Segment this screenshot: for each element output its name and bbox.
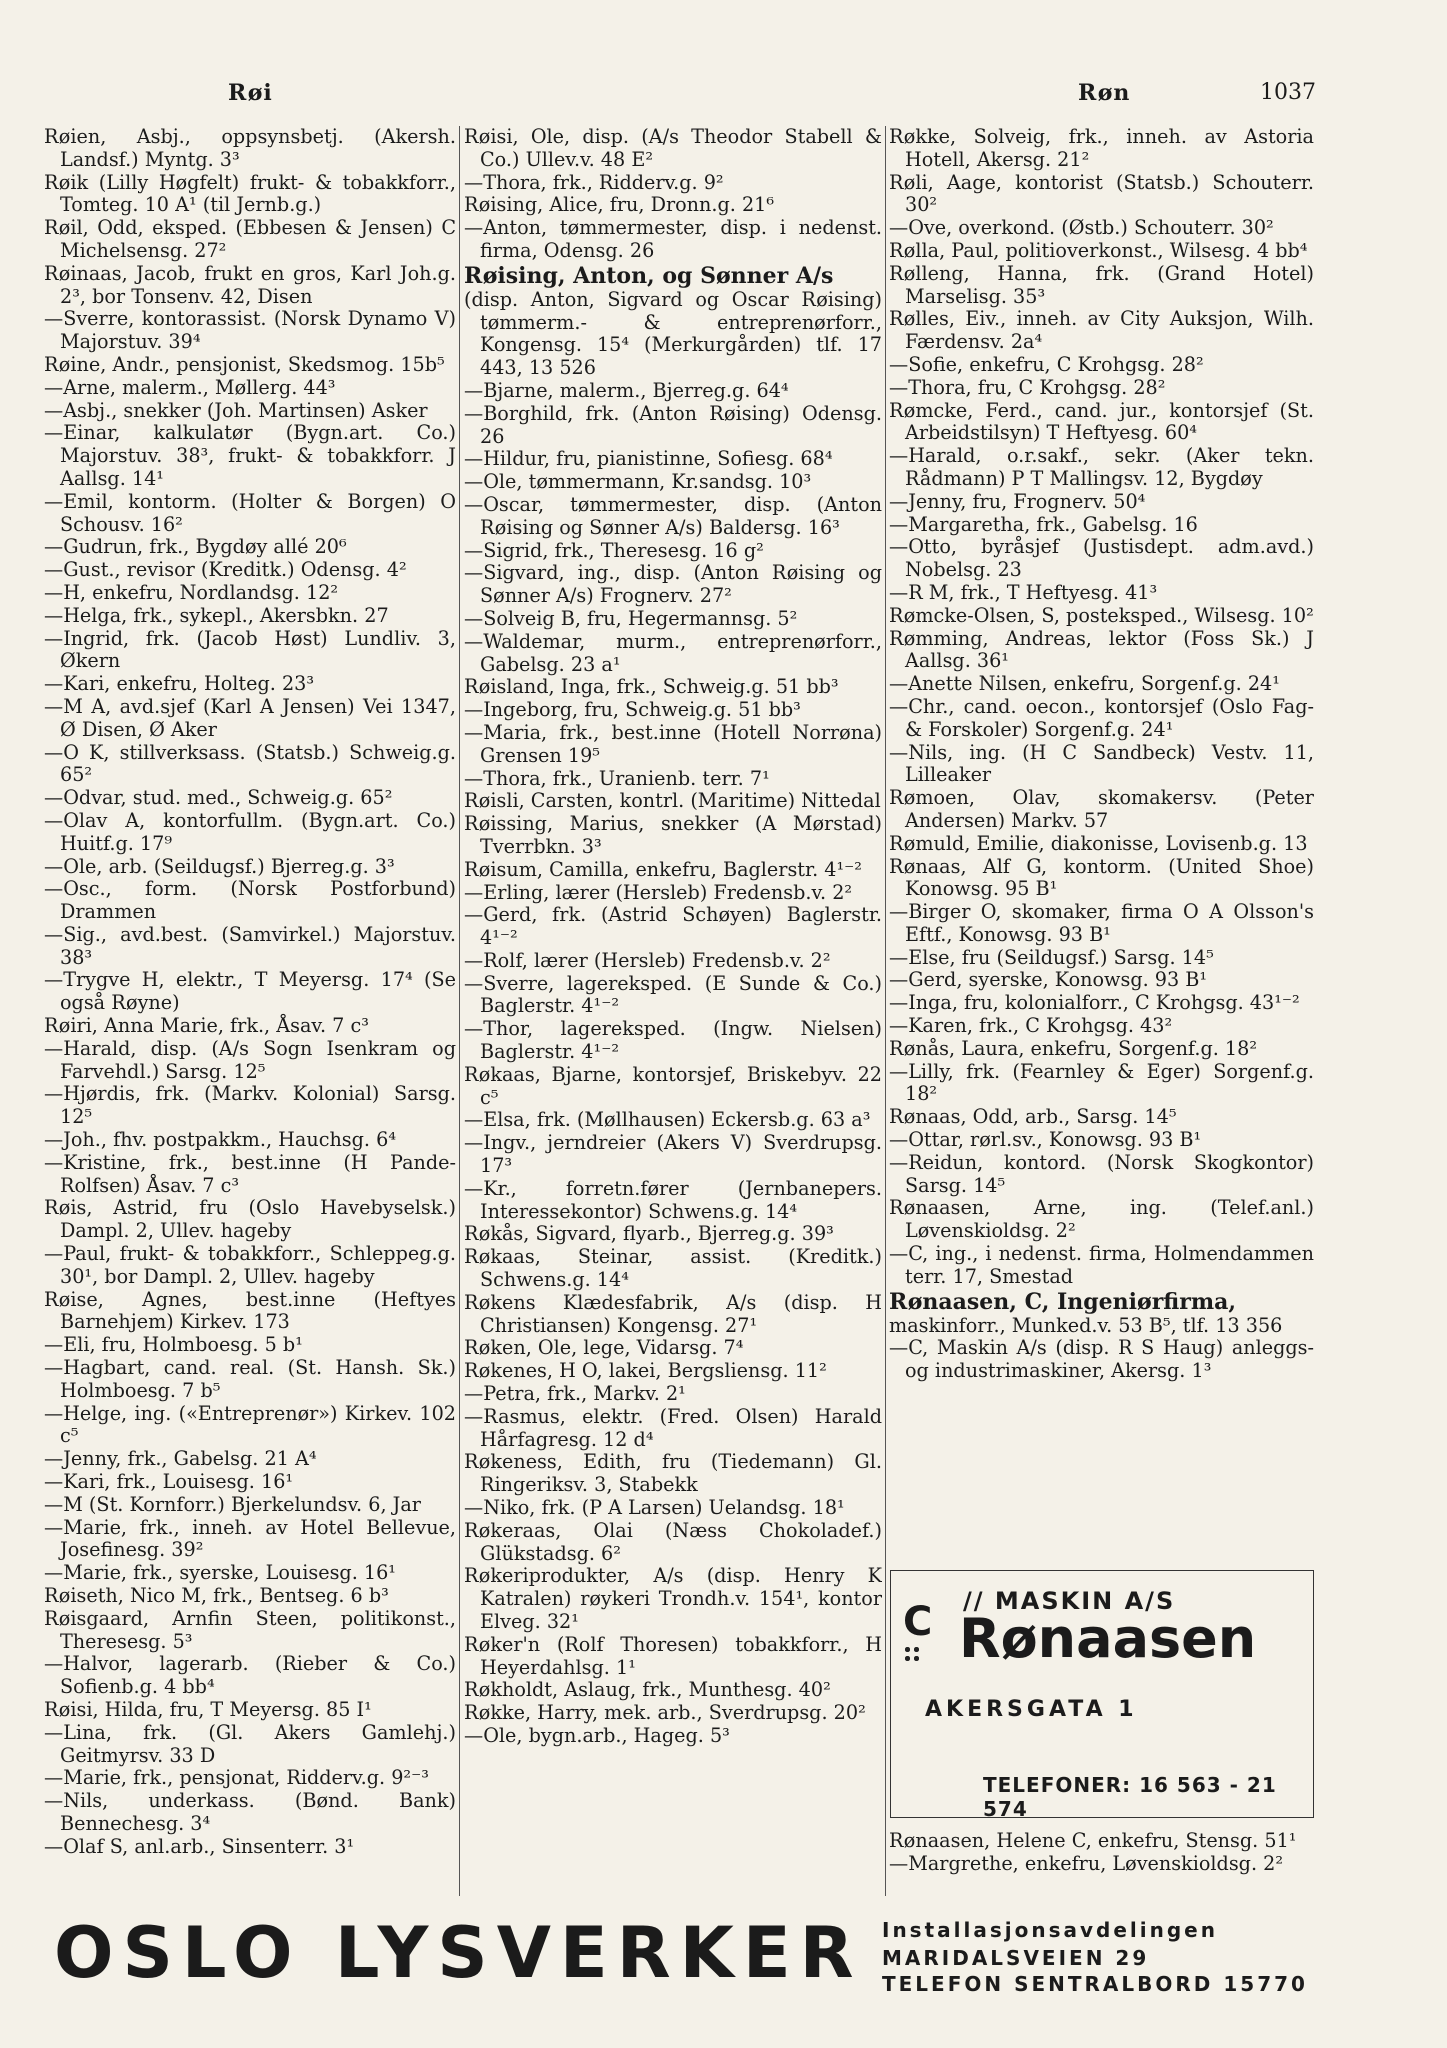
directory-entry: —Jenny, fru, Frognerv. 50⁴ [889, 489, 1146, 513]
directory-entry: Røising, Anton, og Sønner A/s [464, 262, 834, 289]
directory-entry: —Chr., cand. oecon., kontorsjef (Oslo Fag- & Forskoler) Sorgenf.g. 24¹ [889, 694, 1314, 741]
directory-entry: —R M, frk., T Heftyesg. 41³ [889, 580, 1158, 604]
directory-entry: —Solveig B, fru, Hegermannsg. 5² [464, 606, 798, 630]
directory-entry: —Reidun, kontord. (Norsk Skogkontor) Sarsg. 14⁵ [889, 1150, 1314, 1197]
directory-entry: —Thora, frk., Uranienb. terr. 7¹ [464, 766, 770, 790]
directory-entry: —Erling, lærer (Hersleb) Fredensb.v. 2² [464, 880, 853, 904]
directory-entry: —Anton, tømmermester, disp. i nedenst. firma, Odensg. 26 [464, 216, 882, 262]
directory-entry: Rønaas, Odd, arb., Sarsg. 14⁵ [889, 1105, 1177, 1129]
directory-entry: —M A, avd.sjef (Karl A Jensen) Vei 1347, Ø Disen, Ø Aker [44, 694, 456, 741]
directory-entry: —Rasmus, elektr. (Fred. Olsen) Harald Hårfagresg. 12 d⁴ [464, 1404, 882, 1451]
directory-entry: Rømoen, Olav, skomakersv. (Peter Andersen) Markv. 57 [889, 786, 1314, 832]
directory-entry: —Niko, frk. (P A Larsen) Uelandsg. 18¹ [464, 1496, 845, 1520]
directory-entry: —Olav A, kontorfullm. (Bygn.art. Co.) Huitf.g. 17⁹ [44, 808, 456, 855]
directory-entry: Rønaasen, C, Ingeniørfirma, [889, 1288, 1237, 1315]
directory-entry: —Sofie, enkefru, C Krohgsg. 28² [889, 352, 1204, 376]
directory-entry: Røiri, Anna Marie, frk., Åsav. 7 c³ [44, 1014, 369, 1038]
directory-entry: —Waldemar, murm., entreprenørforr., Gabelsg. 23 a¹ [464, 629, 882, 676]
ad-letter-c: C [903, 1599, 933, 1645]
directory-entry: —Eli, fru, Holmboesg. 5 b¹ [44, 1333, 303, 1357]
directory-entry: Røkke, Solveig, frk., inneh. av Astoria Hotell, Akersg. 21² [889, 126, 1314, 171]
directory-entry: —Sigrid, frk., Theresesg. 16 g² [464, 538, 764, 562]
directory-column-1 [44, 126, 456, 1896]
directory-entry: —Sverre, kontorassist. (Norsk Dynamo V) Majorstuv. 39⁴ [44, 307, 456, 354]
directory-entry: —Oscar, tømmermester, disp. (Anton Røising og Sønner A/s) Baldersg. 16³ [464, 492, 882, 539]
directory-entry: —Maria, frk., best.inne (Hotell Norrøna) Grensen 19⁵ [464, 720, 882, 767]
directory-entry: Rømcke, Ferd., cand. jur., kontorsjef (St. Arbeidstilsyn) T Heftyesg. 60⁴ [889, 398, 1314, 445]
directory-entry: Røli, Aage, kontorist (Statsb.) Schouterr. 30² [889, 170, 1314, 217]
directory-entry: —Gerd, frk. (Astrid Schøyen) Baglerstr. 4¹⁻² [464, 903, 882, 950]
directory-entry: Rømuld, Emilie, diakonisse, Lovisenb.g. 13 [889, 831, 1308, 855]
directory-entry: —Sigvard, ing., disp. (Anton Røising og Sønner A/s) Frognerv. 27² [464, 561, 882, 608]
column-divider-2 [885, 126, 886, 1896]
directory-entry: —H, enkefru, Nordlandsg. 12² [44, 580, 339, 604]
directory-entry: —Else, fru (Seildugsf.) Sarsg. 14⁵ [889, 945, 1214, 969]
bottom-ad-address: MARIDALSVEIEN 29 [882, 1946, 1150, 1970]
directory-entry: Rølla, Paul, politioverkonst., Wilsesg. 4 bb⁴ [889, 238, 1308, 262]
directory-entry: —Kristine, frk., best.inne (H Pande-Rolfsen) Åsav. 7 c³ [44, 1150, 456, 1197]
directory-entry: (disp. Anton, Sigvard og Oscar Røising) tømmerm.- & entreprenørforr., Kongensg. 15⁴ (Merkurgården) tlf. 17 443, 13 526 [464, 287, 882, 380]
directory-entry: —Bjarne, malerm., Bjerreg.g. 64⁴ [464, 378, 789, 402]
directory-entry: Røisi, Hilda, fru, T Meyersg. 85 I¹ [44, 1697, 372, 1721]
directory-entry: —Kr., forretn.fører (Jernbanepers. Interessekontor) Schwens.g. 14⁴ [464, 1176, 882, 1223]
directory-entry: —Ole, arb. (Seildugsf.) Bjerreg.g. 3³ [44, 854, 395, 878]
directory-entry: —O K, stillverksass. (Statsb.) Schweig.g. 65² [44, 740, 456, 787]
directory-entry: —Thor, lagereksped. (Ingw. Nielsen) Baglerstr. 4¹⁻² [464, 1017, 882, 1064]
directory-entry: —Hagbart, cand. real. (St. Hansh. Sk.) Holmboesg. 7 b⁵ [44, 1356, 456, 1402]
directory-entry: Røker'n (Rolf Thoresen) tobakkforr., H Heyerdahlsg. 1¹ [464, 1632, 882, 1679]
directory-entry: —Ingrid, frk. (Jacob Høst) Lundliv. 3, Økern [44, 626, 456, 673]
directory-entry: —Rolf, lærer (Hersleb) Fredensb.v. 2² [464, 948, 831, 972]
directory-entry: —Marie, frk., pensjonat, Ridderv.g. 9²⁻³ [44, 1766, 429, 1790]
directory-entry: —Einar, kalkulatør (Bygn.art. Co.) Majorstuv. 38³, frukt- & tobakkforr. J Aallsg. 14¹ [44, 421, 456, 490]
directory-entry: —Helga, frk., sykepl., Akersbkn. 27 [44, 603, 389, 627]
directory-entry: —Sverre, lagereksped. (E Sunde & Co.) Baglerstr. 4¹⁻² [464, 971, 882, 1018]
directory-entry: —Osc., form. (Norsk Postforbund) Drammen [44, 877, 456, 924]
directory-entry: Røisgaard, Arnfin Steen, politikonst., Theresesg. 5³ [44, 1606, 456, 1653]
directory-entry: —Ole, bygn.arb., Hageg. 5³ [464, 1723, 730, 1747]
directory-entry: Røkenes, H O, lakei, Bergsliensg. 11² [464, 1359, 827, 1383]
directory-entry: —Hjørdis, frk. (Markv. Kolonial) Sarsg. 12⁵ [44, 1082, 456, 1129]
directory-entry: Røisum, Camilla, enkefru, Baglerstr. 4¹⁻² [464, 857, 862, 881]
directory-entry: —Harald, disp. (A/s Sogn Isenkram og Farvehdl.) Sarsg. 12⁵ [44, 1036, 456, 1083]
directory-entry: —Birger O, skomaker, firma O A Olsson's Eftf., Konowsg. 93 B¹ [889, 900, 1314, 946]
directory-column-2 [464, 126, 882, 1896]
directory-entry: —Karen, frk., C Krohgsg. 43² [889, 1014, 1173, 1038]
directory-entry: Rømming, Andreas, lektor (Foss Sk.) J Aallsg. 36¹ [889, 626, 1314, 673]
directory-entry: —Gudrun, frk., Bygdøy allé 20⁶ [44, 535, 347, 559]
directory-entry: Røisli, Carsten, kontrl. (Maritime) Nittedal [464, 789, 881, 813]
directory-entry: —Inga, fru, kolonialforr., C Krohgsg. 43¹⁻² [889, 991, 1300, 1015]
directory-entry: —Arne, malerm., Møllerg. 44³ [44, 375, 336, 399]
ad-company-name: Rønaasen [959, 1607, 1257, 1670]
directory-entry: —Marie, frk., syerske, Louisesg. 16¹ [44, 1561, 396, 1585]
header-right-keyword: Røn [1078, 80, 1131, 106]
directory-entry: —Sig., avd.best. (Samvirkel.) Majorstuv. 38³ [44, 922, 456, 969]
directory-entry: Rønaasen, Arne, ing. (Telef.anl.) Løvenskioldsg. 2² [889, 1196, 1314, 1243]
directory-entry: —C, ing., i nedenst. firma, Holmendammen terr. 17, Smestad [889, 1242, 1314, 1288]
ad-maskin-label: // MASKIN A/S [963, 1587, 1176, 1615]
directory-column-3 [889, 126, 1314, 1562]
directory-entry: Røkeriprodukter, A/s (disp. Henry K Katralen) røykeri Trondh.v. 154¹, kontor Elveg. 32¹ [464, 1564, 882, 1633]
directory-entry: —Odvar, stud. med., Schweig.g. 65² [44, 786, 393, 810]
directory-entry: —Thora, frk., Ridderv.g. 9² [464, 170, 724, 194]
bottom-ad-phone: TELEFON SENTRALBORD 15770 [882, 1972, 1308, 1996]
directory-entry: Røise, Agnes, best.inne (Heftyes Barnehjem) Kirkev. 173 [44, 1287, 456, 1334]
directory-entry: —Paul, frukt- & tobakkforr., Schleppeg.g. 30¹, bor Dampl. 2, Ullev. hageby [44, 1242, 456, 1288]
directory-entry: Røkeness, Edith, fru (Tiedemann) Gl. Ringeriksv. 3, Stabekk [464, 1450, 882, 1497]
directory-entry: —Petra, frk., Markv. 2¹ [464, 1382, 686, 1406]
directory-entry: —Marie, frk., inneh. av Hotel Bellevue, Josefinesg. 39² [44, 1515, 456, 1562]
page-number: 1037 [1260, 80, 1316, 105]
directory-entry: —Trygve H, elektr., T Meyersg. 17⁴ (Se også Røyne) [44, 968, 456, 1015]
directory-entry: —Anette Nilsen, enkefru, Sorgenf.g. 24¹ [889, 672, 1280, 696]
directory-entry: Rølleng, Hanna, frk. (Grand Hotel) Marselisg. 35³ [889, 261, 1314, 308]
directory-entry: maskinforr., Munked.v. 53 B⁵, tlf. 13 356 [889, 1313, 1283, 1337]
directory-entry: Røkaas, Bjarne, kontorsjef, Briskebyv. 22 c⁵ [464, 1062, 882, 1109]
directory-entry: —Ingeborg, fru, Schweig.g. 51 bb³ [464, 698, 801, 722]
directory-entry: —Halvor, lagerarb. (Rieber & Co.) Sofienb.g. 4 bb⁴ [44, 1652, 456, 1699]
directory-entry: —Margrethe, enkefru, Løvenskioldsg. 2² [889, 1851, 1284, 1875]
column-divider-1 [459, 126, 460, 1896]
page-header [0, 80, 1447, 114]
directory-entry: Røien, Asbj., oppsynsbetj. (Akersh. Landsf.) Myntg. 3³ [44, 126, 456, 171]
directory-entry: Røkke, Harry, mek. arb., Sverdrupsg. 20² [464, 1701, 866, 1725]
directory-entry: —Borghild, frk. (Anton Røising) Odensg. 26 [464, 401, 882, 448]
directory-entry: —Harald, o.r.sakf., sekr. (Aker tekn. Rådmann) P T Mallingsv. 12, Bygdøy [889, 444, 1314, 490]
directory-entry: Røkeraas, Olai (Næss Chokoladef.) Glükstadsg. 6² [464, 1518, 882, 1565]
directory-entry: —Gust., revisor (Kreditk.) Odensg. 4² [44, 558, 407, 582]
directory-entry: —Ingv., jerndreier (Akers V) Sverdrupsg. 17³ [464, 1131, 882, 1178]
directory-entry: —Lilly, frk. (Fearnley & Eger) Sorgenf.g. 18² [889, 1059, 1314, 1106]
bottom-advertisement [30, 1908, 1390, 2028]
directory-entry: —Nils, underkass. (Bønd. Bank) Bennechesg. 3⁴ [44, 1789, 456, 1835]
directory-entry: —C, Maskin A/s (disp. R S Haug) anleggs- og industrimaskiner, Akersg. 1³ [889, 1336, 1314, 1383]
directory-entry: —Kari, frk., Louisesg. 16¹ [44, 1470, 294, 1494]
directory-entry: —Olaf S, anl.arb., Sinsenterr. 3¹ [44, 1834, 355, 1858]
directory-entry: Rølles, Eiv., inneh. av City Auksjon, Wilh. Færdensv. 2a⁴ [889, 307, 1314, 354]
directory-entry: —M (St. Kornforr.) Bjerkelundsv. 6, Jar [44, 1492, 421, 1516]
ad-address: AKERSGATA 1 [925, 1697, 1138, 1722]
directory-entry: Røik (Lilly Høgfelt) frukt- & tobakkforr., Tomteg. 10 A¹ (til Jernb.g.) [44, 170, 456, 217]
directory-entry: —Elsa, frk. (Møllhausen) Eckersb.g. 63 a³ [464, 1108, 871, 1132]
directory-entry: Røken, Ole, lege, Vidarsg. 7⁴ [464, 1336, 744, 1360]
directory-entry: —Helge, ing. («Entreprenør») Kirkev. 102 c⁵ [44, 1401, 456, 1448]
directory-entry: Røising, Alice, fru, Dronn.g. 21⁶ [464, 193, 775, 217]
directory-entry: Røkholdt, Aslaug, frk., Munthesg. 40² [464, 1678, 831, 1702]
directory-entry: —Lina, frk. (Gl. Akers Gamlehj.) Geitmyrsv. 33 D [44, 1720, 456, 1767]
directory-entry: Røine, Andr., pensjonist, Skedsmog. 15b⁵ [44, 352, 445, 376]
directory-entry: —Nils, ing. (H C Sandbeck) Vestv. 11, Lilleaker [889, 740, 1314, 787]
directory-entry: —Joh., fhv. postpakkm., Hauchsg. 6⁴ [44, 1128, 397, 1152]
directory-entry: Røkens Klædesfabrik, A/s (disp. H Christiansen) Kongensg. 27¹ [464, 1290, 882, 1337]
directory-entry: Røisland, Inga, frk., Schweig.g. 51 bb³ [464, 675, 839, 699]
bottom-ad-department: Installasjonsavdelingen [882, 1918, 1218, 1942]
directory-entry: —Asbj., snekker (Joh. Martinsen) Asker [44, 398, 428, 422]
directory-entry: —Ove, overkond. (Østb.) Schouterr. 30² [889, 216, 1274, 240]
directory-entry: —Emil, kontorm. (Holter & Borgen) O Schousv. 16² [44, 489, 456, 536]
bottom-ad-name: OSLO LYSVERKER [54, 1912, 863, 1994]
directory-entry: Røiseth, Nico M, frk., Bentseg. 6 b³ [44, 1584, 389, 1607]
directory-entry: —Gerd, syerske, Konowsg. 93 B¹ [889, 968, 1208, 992]
directory-entry: —Kari, enkefru, Holteg. 23³ [44, 672, 315, 696]
directory-entry: Røis, Astrid, fru (Oslo Havebyselsk.) Dampl. 2, Ullev. hageby [44, 1196, 456, 1243]
dot-grid-icon [903, 1645, 921, 1663]
header-left-keyword: Røi [228, 80, 273, 106]
directory-entry: Røkaas, Steinar, assist. (Kreditk.) Schwens.g. 14⁴ [464, 1245, 882, 1292]
directory-entry: —Thora, fru, C Krohgsg. 28² [889, 375, 1166, 399]
directory-entry: Røkås, Sigvard, flyarb., Bjerreg.g. 39³ [464, 1222, 834, 1246]
directory-entry: Rønaas, Alf G, kontorm. (United Shoe) Konowsg. 95 B¹ [889, 854, 1314, 901]
directory-entry: —Otto, byråsjef (Justisdept. adm.avd.) Nobelsg. 23 [889, 535, 1314, 582]
directory-entry: —Margaretha, frk., Gabelsg. 16 [889, 512, 1198, 536]
directory-entry: Rømcke-Olsen, S, posteksped., Wilsesg. 10² [889, 603, 1314, 627]
directory-entry: —Ole, tømmermann, Kr.sandsg. 10³ [464, 470, 812, 494]
directory-entry: —Hildur, fru, pianistinne, Sofiesg. 68⁴ [464, 447, 833, 471]
directory-column-3-continued [889, 1830, 1314, 1876]
directory-entry: —Ottar, rørl.sv., Konowsg. 93 B¹ [889, 1128, 1202, 1152]
ronaasen-advertisement [890, 1570, 1314, 1821]
directory-entry: Rønaasen, Helene C, enkefru, Stensg. 51¹ [889, 1829, 1297, 1852]
directory-entry: Røinaas, Jacob, frukt en gros, Karl Joh.g. 2³, bor Tonsenv. 42, Disen [44, 261, 456, 308]
directory-entry: Røisi, Ole, disp. (A/s Theodor Stabell & Co.) Ullev.v. 48 E² [464, 126, 882, 171]
directory-entry: Røil, Odd, eksped. (Ebbesen & Jensen) C Michelsensg. 27² [44, 216, 456, 262]
directory-entry: Rønås, Laura, enkefru, Sorgenf.g. 18² [889, 1036, 1258, 1060]
directory-entry: Røissing, Marius, snekker (A Mørstad) Tverrbkn. 3³ [464, 812, 882, 858]
directory-entry: —Jenny, frk., Gabelsg. 21 A⁴ [44, 1447, 317, 1471]
ad-phones: TELEFONER: 16 563 - 21 574 [983, 1773, 1277, 1821]
